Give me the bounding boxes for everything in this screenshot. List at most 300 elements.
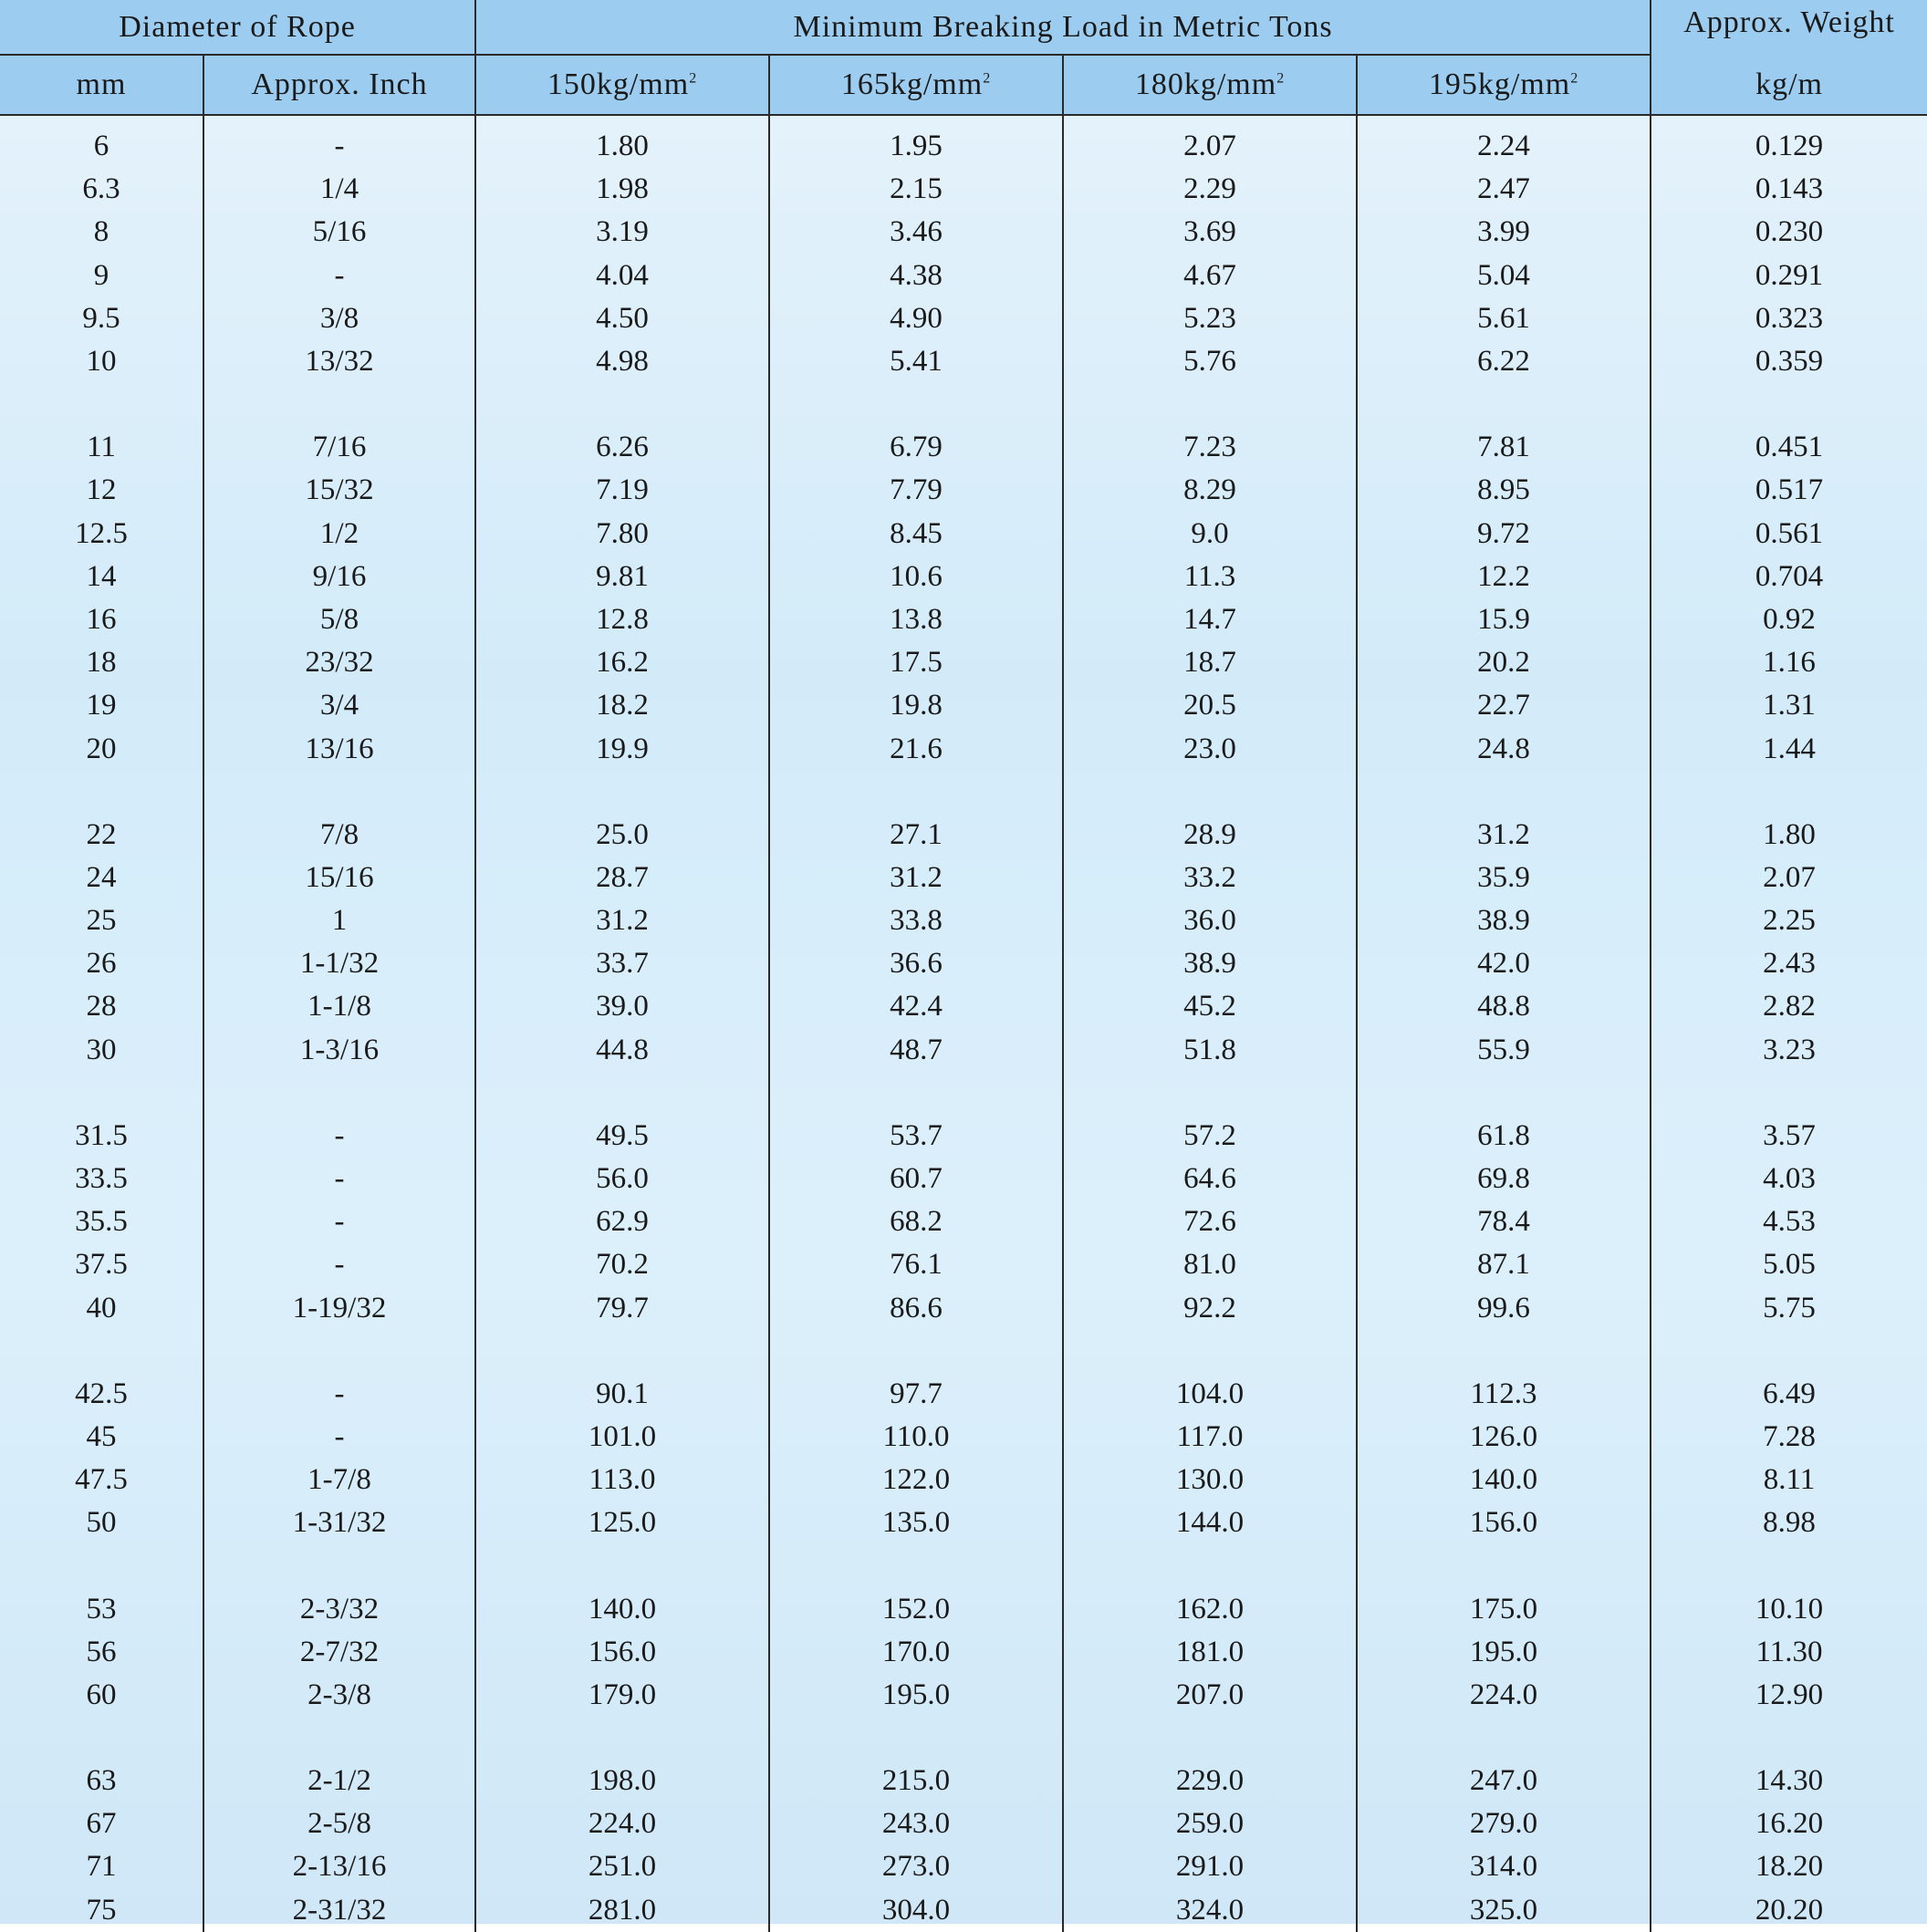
inch-cell: 15/16 — [203, 857, 475, 899]
table-row — [0, 1459, 1927, 1501]
load-165-cell: 304.0 — [769, 1889, 1063, 1932]
load-195-cell: 61.8 — [1357, 1072, 1651, 1158]
load-195-cell: 279.0 — [1357, 1802, 1651, 1845]
load-195-cell: 55.9 — [1357, 1029, 1651, 1072]
table-row — [0, 340, 1927, 383]
load-180-cell: 57.2 — [1063, 1072, 1357, 1158]
load-180-cell: 144.0 — [1063, 1501, 1357, 1544]
mm-cell: 9.5 — [82, 301, 120, 335]
inch-cell: 13/16 — [203, 727, 475, 770]
load-150-cell: 3.19 — [475, 211, 769, 254]
load-150-cell: 19.9 — [475, 727, 769, 770]
weight-cell: 0.359 — [1651, 340, 1927, 383]
mm-cell: 40 — [86, 1291, 117, 1324]
load-150-cell: 25.0 — [475, 771, 769, 857]
load-165-cell: 1.95 — [769, 115, 1063, 168]
table-row — [0, 1501, 1927, 1544]
load-180-cell: 2.07 — [1063, 115, 1357, 168]
breaking-load-group-header: Minimum Breaking Load in Metric Tons — [475, 0, 1651, 55]
load-165-cell: 5.41 — [769, 340, 1063, 383]
mm-cell: 37.5 — [75, 1248, 128, 1282]
mm-cell: 20 — [86, 732, 117, 765]
load-180-cell: 5.76 — [1063, 340, 1357, 383]
table-row — [0, 168, 1927, 211]
inch-cell: 1-19/32 — [203, 1287, 475, 1330]
weight-cell: 10.10 — [1651, 1544, 1927, 1630]
table-row — [0, 857, 1927, 899]
weight-group-header: Approx. Weight — [1651, 0, 1927, 55]
inch-cell: 2-5/8 — [203, 1802, 475, 1845]
load-165-cell: 19.8 — [769, 684, 1063, 727]
table-row — [0, 1072, 1927, 1158]
load-165-cell: 17.5 — [769, 641, 1063, 684]
grade-195-exponent: 2 — [1570, 70, 1579, 87]
weight-cell: 5.05 — [1651, 1243, 1927, 1286]
load-165-cell: 152.0 — [769, 1544, 1063, 1630]
mm-cell: 6.3 — [82, 172, 120, 206]
load-195-cell: 42.0 — [1357, 942, 1651, 985]
load-180-cell: 45.2 — [1063, 985, 1357, 1028]
mm-cell: 9 — [93, 258, 109, 292]
weight-cell: 7.28 — [1651, 1416, 1927, 1459]
inch-cell: - — [203, 1158, 475, 1200]
load-195-cell: 5.61 — [1357, 297, 1651, 340]
load-180-cell: 207.0 — [1063, 1674, 1357, 1717]
load-195-cell: 48.8 — [1357, 985, 1651, 1028]
load-195-cell: 195.0 — [1357, 1631, 1651, 1674]
weight-cell: 11.30 — [1651, 1631, 1927, 1674]
inch-cell: - — [203, 254, 475, 297]
load-150-cell: 56.0 — [475, 1158, 769, 1200]
table-row — [0, 598, 1927, 641]
weight-cell: 0.517 — [1651, 469, 1927, 512]
load-165-cell: 36.6 — [769, 942, 1063, 985]
table-row — [0, 899, 1927, 942]
weight-cell: 3.57 — [1651, 1072, 1927, 1158]
load-165-cell: 33.8 — [769, 899, 1063, 942]
load-165-cell: 6.79 — [769, 383, 1063, 469]
load-165-cell: 243.0 — [769, 1802, 1063, 1845]
load-165-cell: 60.7 — [769, 1158, 1063, 1200]
inch-cell: 1-1/8 — [203, 985, 475, 1028]
load-150-cell: 4.04 — [475, 254, 769, 297]
load-165-cell: 10.6 — [769, 556, 1063, 598]
weight-cell: 3.23 — [1651, 1029, 1927, 1072]
load-195-cell: 3.99 — [1357, 211, 1651, 254]
grade-165-label: 165kg/mm — [840, 68, 984, 101]
load-150-cell: 1.98 — [475, 168, 769, 211]
mm-cell: 26 — [86, 947, 117, 981]
mm-cell: 45 — [86, 1419, 117, 1453]
load-165-cell: 8.45 — [769, 513, 1063, 556]
weight-cell: 1.16 — [1651, 641, 1927, 684]
load-195-cell: 15.9 — [1357, 598, 1651, 641]
mm-cell: 31.5 — [75, 1118, 128, 1152]
table-row — [0, 1416, 1927, 1459]
mm-cell: 16 — [86, 602, 117, 636]
load-150-cell: 140.0 — [475, 1544, 769, 1630]
load-165-cell: 170.0 — [769, 1631, 1063, 1674]
load-195-cell: 31.2 — [1357, 771, 1651, 857]
inch-cell: 2-13/16 — [203, 1845, 475, 1888]
load-150-cell: 113.0 — [475, 1459, 769, 1501]
load-180-cell: 33.2 — [1063, 857, 1357, 899]
load-150-cell: 39.0 — [475, 985, 769, 1028]
load-180-cell: 5.23 — [1063, 297, 1357, 340]
mm-cell: 6 — [93, 130, 109, 163]
inch-cell: 5/8 — [203, 598, 475, 641]
grade-150-exponent: 2 — [689, 70, 698, 87]
mm-cell: 56 — [86, 1635, 117, 1668]
load-180-cell: 20.5 — [1063, 684, 1357, 727]
load-195-cell: 99.6 — [1357, 1287, 1651, 1330]
weight-cell: 8.11 — [1651, 1459, 1927, 1501]
weight-cell: 2.82 — [1651, 985, 1927, 1028]
table-row — [0, 1330, 1927, 1416]
load-165-cell: 4.38 — [769, 254, 1063, 297]
load-180-cell: 51.8 — [1063, 1029, 1357, 1072]
grade-195-header — [1357, 55, 1651, 115]
weight-cell: 0.704 — [1651, 556, 1927, 598]
table-row — [0, 1845, 1927, 1888]
load-150-cell: 156.0 — [475, 1631, 769, 1674]
load-165-cell: 122.0 — [769, 1459, 1063, 1501]
load-165-cell: 3.46 — [769, 211, 1063, 254]
weight-cell: 6.49 — [1651, 1330, 1927, 1416]
load-150-cell: 179.0 — [475, 1674, 769, 1717]
mm-cell: 28 — [86, 990, 117, 1023]
mm-cell: 53 — [86, 1592, 117, 1626]
inch-cell: - — [203, 1243, 475, 1286]
load-165-cell: 273.0 — [769, 1845, 1063, 1888]
load-150-cell: 12.8 — [475, 598, 769, 641]
load-195-cell: 175.0 — [1357, 1544, 1651, 1630]
load-195-cell: 2.24 — [1357, 115, 1651, 168]
load-180-cell: 162.0 — [1063, 1544, 1357, 1630]
mm-cell: 14 — [86, 559, 117, 593]
mm-cell: 71 — [86, 1850, 117, 1884]
load-165-cell: 2.15 — [769, 168, 1063, 211]
weight-cell: 5.75 — [1651, 1287, 1927, 1330]
mm-cell: 47.5 — [75, 1463, 128, 1497]
load-150-cell: 33.7 — [475, 942, 769, 985]
load-150-cell: 4.50 — [475, 297, 769, 340]
load-195-cell: 12.2 — [1357, 556, 1651, 598]
inch-column-header: Approx. Inch — [203, 55, 475, 115]
grade-150-header — [475, 55, 769, 115]
inch-cell: 3/8 — [203, 297, 475, 340]
inch-cell: 3/4 — [203, 684, 475, 727]
load-180-cell: 229.0 — [1063, 1717, 1357, 1802]
load-195-cell: 38.9 — [1357, 899, 1651, 942]
load-150-cell: 90.1 — [475, 1330, 769, 1416]
mm-cell: 24 — [86, 860, 117, 894]
load-195-cell: 126.0 — [1357, 1416, 1651, 1459]
load-165-cell: 13.8 — [769, 598, 1063, 641]
load-180-cell: 104.0 — [1063, 1330, 1357, 1416]
load-165-cell: 27.1 — [769, 771, 1063, 857]
mm-cell: 22 — [86, 817, 117, 851]
grade-180-label: 180kg/mm — [1134, 68, 1277, 101]
mm-cell: 12.5 — [75, 516, 128, 550]
table-header — [0, 0, 1927, 115]
load-180-cell: 130.0 — [1063, 1459, 1357, 1501]
load-180-cell: 7.23 — [1063, 383, 1357, 469]
weight-cell: 0.323 — [1651, 297, 1927, 340]
weight-cell: 20.20 — [1651, 1889, 1927, 1932]
weight-cell: 1.31 — [1651, 684, 1927, 727]
load-195-cell: 35.9 — [1357, 857, 1651, 899]
mm-cell: 19 — [86, 689, 117, 722]
table-row — [0, 1631, 1927, 1674]
inch-cell: 1/4 — [203, 168, 475, 211]
inch-cell: 7/8 — [203, 771, 475, 857]
table-row — [0, 211, 1927, 254]
inch-cell: 1-3/16 — [203, 1029, 475, 1072]
load-180-cell: 181.0 — [1063, 1631, 1357, 1674]
table-row — [0, 684, 1927, 727]
mm-cell: 42.5 — [75, 1376, 128, 1410]
weight-cell: 0.451 — [1651, 383, 1927, 469]
load-195-cell: 224.0 — [1357, 1674, 1651, 1717]
load-150-cell: 4.98 — [475, 340, 769, 383]
load-195-cell: 156.0 — [1357, 1501, 1651, 1544]
load-195-cell: 2.47 — [1357, 168, 1651, 211]
inch-cell: 1 — [203, 899, 475, 942]
mm-cell: 63 — [86, 1764, 117, 1798]
weight-cell: 4.53 — [1651, 1200, 1927, 1243]
mm-cell: 8 — [93, 215, 109, 249]
load-180-cell: 117.0 — [1063, 1416, 1357, 1459]
load-150-cell: 28.7 — [475, 857, 769, 899]
load-165-cell: 195.0 — [769, 1674, 1063, 1717]
load-165-cell: 68.2 — [769, 1200, 1063, 1243]
load-180-cell: 3.69 — [1063, 211, 1357, 254]
load-150-cell: 16.2 — [475, 641, 769, 684]
load-150-cell: 101.0 — [475, 1416, 769, 1459]
inch-cell: - — [203, 1200, 475, 1243]
load-180-cell: 291.0 — [1063, 1845, 1357, 1888]
table-row — [0, 641, 1927, 684]
weight-cell: 1.80 — [1651, 771, 1927, 857]
inch-cell: 2-7/32 — [203, 1631, 475, 1674]
table-row — [0, 771, 1927, 857]
inch-cell: - — [203, 1416, 475, 1459]
diameter-group-header: Diameter of Rope — [0, 0, 475, 55]
inch-cell: - — [203, 1072, 475, 1158]
table-row — [0, 469, 1927, 512]
load-165-cell: 110.0 — [769, 1416, 1063, 1459]
grade-180-exponent: 2 — [1276, 70, 1286, 87]
load-165-cell: 42.4 — [769, 985, 1063, 1028]
inch-cell: 9/16 — [203, 556, 475, 598]
weight-cell: 0.143 — [1651, 168, 1927, 211]
weight-cell: 0.92 — [1651, 598, 1927, 641]
table-body — [0, 115, 1927, 1932]
mm-cell: 67 — [86, 1807, 117, 1841]
mm-cell: 60 — [86, 1678, 117, 1711]
table-row — [0, 254, 1927, 297]
inch-cell: 5/16 — [203, 211, 475, 254]
load-150-cell: 125.0 — [475, 1501, 769, 1544]
mm-cell: 35.5 — [75, 1205, 128, 1239]
load-195-cell: 9.72 — [1357, 513, 1651, 556]
load-165-cell: 53.7 — [769, 1072, 1063, 1158]
inch-cell: - — [203, 1330, 475, 1416]
load-195-cell: 112.3 — [1357, 1330, 1651, 1416]
inch-cell: 15/32 — [203, 469, 475, 512]
load-195-cell: 5.04 — [1357, 254, 1651, 297]
inch-cell: 2-3/32 — [203, 1544, 475, 1630]
weight-cell: 18.20 — [1651, 1845, 1927, 1888]
load-180-cell: 259.0 — [1063, 1802, 1357, 1845]
table-row — [0, 1889, 1927, 1932]
table-row — [0, 513, 1927, 556]
grade-165-header — [769, 55, 1063, 115]
load-165-cell: 21.6 — [769, 727, 1063, 770]
load-195-cell: 6.22 — [1357, 340, 1651, 383]
load-180-cell: 11.3 — [1063, 556, 1357, 598]
load-195-cell: 20.2 — [1357, 641, 1651, 684]
mm-cell: 30 — [86, 1033, 117, 1066]
load-180-cell: 14.7 — [1063, 598, 1357, 641]
load-150-cell: 18.2 — [475, 684, 769, 727]
table-row — [0, 1243, 1927, 1286]
inch-cell: 13/32 — [203, 340, 475, 383]
table-row — [0, 1544, 1927, 1630]
load-150-cell: 281.0 — [475, 1889, 769, 1932]
load-150-cell: 224.0 — [475, 1802, 769, 1845]
weight-cell: 0.129 — [1651, 115, 1927, 168]
table-row — [0, 1158, 1927, 1200]
weight-cell: 1.44 — [1651, 727, 1927, 770]
load-150-cell: 251.0 — [475, 1845, 769, 1888]
table-row — [0, 1717, 1927, 1802]
load-180-cell: 8.29 — [1063, 469, 1357, 512]
table-row — [0, 942, 1927, 985]
table-row — [0, 1029, 1927, 1072]
load-195-cell: 78.4 — [1357, 1200, 1651, 1243]
load-150-cell: 31.2 — [475, 899, 769, 942]
load-180-cell: 18.7 — [1063, 641, 1357, 684]
grade-150-label: 150kg/mm — [547, 68, 690, 101]
weight-cell: 0.291 — [1651, 254, 1927, 297]
load-150-cell: 198.0 — [475, 1717, 769, 1802]
inch-cell: 1-31/32 — [203, 1501, 475, 1544]
table-row — [0, 297, 1927, 340]
load-195-cell: 247.0 — [1357, 1717, 1651, 1802]
grade-195-label: 195kg/mm — [1428, 68, 1571, 101]
load-195-cell: 314.0 — [1357, 1845, 1651, 1888]
table-row — [0, 727, 1927, 770]
load-165-cell: 215.0 — [769, 1717, 1063, 1802]
load-165-cell: 4.90 — [769, 297, 1063, 340]
load-180-cell: 28.9 — [1063, 771, 1357, 857]
load-150-cell: 49.5 — [475, 1072, 769, 1158]
load-180-cell: 4.67 — [1063, 254, 1357, 297]
table-row — [0, 383, 1927, 469]
load-150-cell: 9.81 — [475, 556, 769, 598]
load-195-cell: 8.95 — [1357, 469, 1651, 512]
weight-cell: 8.98 — [1651, 1501, 1927, 1544]
mm-cell: 18 — [86, 646, 117, 680]
load-180-cell: 81.0 — [1063, 1243, 1357, 1286]
load-165-cell: 135.0 — [769, 1501, 1063, 1544]
mm-column-header: mm — [0, 55, 203, 115]
load-180-cell: 2.29 — [1063, 168, 1357, 211]
mm-cell: 11 — [87, 431, 116, 464]
load-195-cell: 87.1 — [1357, 1243, 1651, 1286]
mm-cell: 12 — [86, 473, 117, 507]
weight-cell: 0.230 — [1651, 211, 1927, 254]
load-180-cell: 23.0 — [1063, 727, 1357, 770]
load-165-cell: 76.1 — [769, 1243, 1063, 1286]
load-195-cell: 69.8 — [1357, 1158, 1651, 1200]
load-150-cell: 44.8 — [475, 1029, 769, 1072]
load-180-cell: 72.6 — [1063, 1200, 1357, 1243]
inch-cell: 1/2 — [203, 513, 475, 556]
grade-180-header — [1063, 55, 1357, 115]
load-165-cell: 97.7 — [769, 1330, 1063, 1416]
load-165-cell: 48.7 — [769, 1029, 1063, 1072]
mm-cell: 10 — [86, 345, 117, 379]
load-195-cell: 22.7 — [1357, 684, 1651, 727]
load-150-cell: 7.80 — [475, 513, 769, 556]
load-165-cell: 31.2 — [769, 857, 1063, 899]
mm-cell: 33.5 — [75, 1162, 128, 1196]
table-row — [0, 985, 1927, 1028]
table-row — [0, 556, 1927, 598]
weight-cell: 2.25 — [1651, 899, 1927, 942]
table-row — [0, 1674, 1927, 1717]
mm-cell: 75 — [86, 1893, 117, 1927]
weight-cell: 2.07 — [1651, 857, 1927, 899]
inch-cell: 23/32 — [203, 641, 475, 684]
table-row — [0, 115, 1927, 168]
weight-cell: 12.90 — [1651, 1674, 1927, 1717]
load-195-cell: 24.8 — [1357, 727, 1651, 770]
inch-cell: 1-7/8 — [203, 1459, 475, 1501]
load-165-cell: 7.79 — [769, 469, 1063, 512]
inch-cell: 2-3/8 — [203, 1674, 475, 1717]
inch-cell: 2-31/32 — [203, 1889, 475, 1932]
mm-cell: 25 — [86, 904, 117, 938]
load-150-cell: 70.2 — [475, 1243, 769, 1286]
inch-cell: 2-1/2 — [203, 1717, 475, 1802]
inch-cell: 1-1/32 — [203, 942, 475, 985]
load-195-cell: 325.0 — [1357, 1889, 1651, 1932]
load-150-cell: 79.7 — [475, 1287, 769, 1330]
weight-cell: 4.03 — [1651, 1158, 1927, 1200]
load-180-cell: 9.0 — [1063, 513, 1357, 556]
weight-cell: 0.561 — [1651, 513, 1927, 556]
load-165-cell: 86.6 — [769, 1287, 1063, 1330]
table-row — [0, 1200, 1927, 1243]
load-180-cell: 92.2 — [1063, 1287, 1357, 1330]
weight-cell: 16.20 — [1651, 1802, 1927, 1845]
load-150-cell: 1.80 — [475, 115, 769, 168]
inch-cell: 7/16 — [203, 383, 475, 469]
load-180-cell: 38.9 — [1063, 942, 1357, 985]
load-180-cell: 64.6 — [1063, 1158, 1357, 1200]
load-180-cell: 36.0 — [1063, 899, 1357, 942]
table-row — [0, 1802, 1927, 1845]
load-150-cell: 6.26 — [475, 383, 769, 469]
mm-cell: 50 — [86, 1506, 117, 1540]
load-195-cell: 140.0 — [1357, 1459, 1651, 1501]
grade-165-exponent: 2 — [983, 70, 992, 87]
inch-cell: - — [203, 115, 475, 168]
